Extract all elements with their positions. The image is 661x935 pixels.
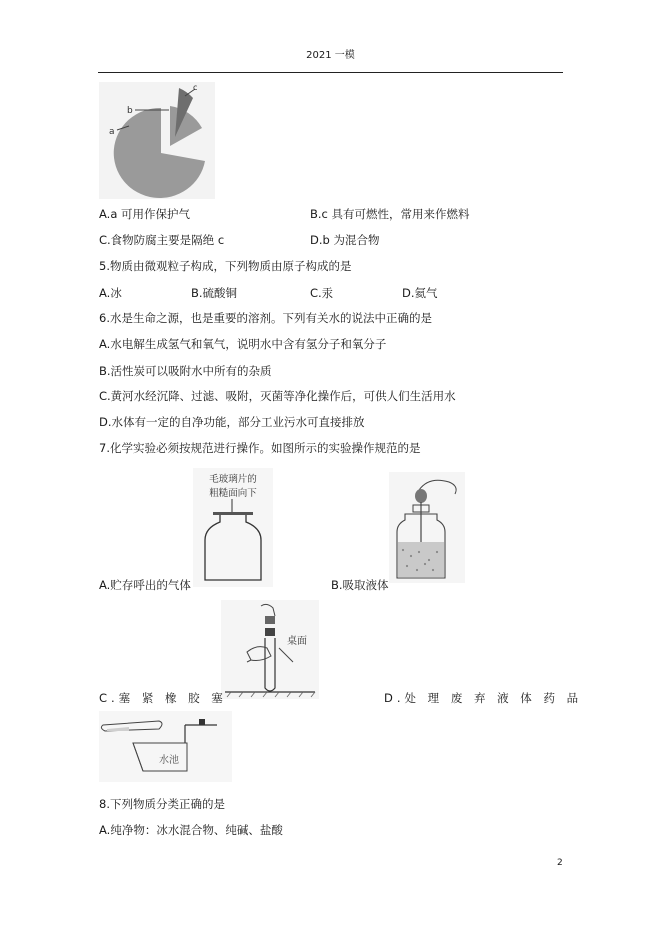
dropper-figure (389, 472, 465, 583)
q4-option-c: C.食物防腐主要是隔绝 c (99, 233, 225, 247)
fig-c-caption: 桌面 (287, 636, 307, 647)
q5-option-a: A.冰 (99, 286, 122, 300)
q5-option-b: B.硫酸铜 (191, 286, 238, 300)
page-header: 2021 一模 (306, 50, 355, 61)
q6-option-c: C.黄河水经沉降、过滤、吸附，灭菌等净化操作后，可供人们生活用水 (99, 389, 456, 403)
gas-bottle-figure (193, 468, 273, 587)
sink-disposal-figure (99, 711, 232, 782)
q6-option-a: A.水电解生成氢气和氧气，说明水中含有氢分子和氧分子 (99, 337, 387, 351)
q7-option-d: D.处 理 废 弃 液 体 药 品 (384, 691, 583, 705)
q4-option-d: D.b 为混合物 (310, 233, 380, 247)
q5-option-c: C.汞 (310, 286, 334, 300)
air-composition-pie-figure (99, 82, 215, 199)
fig-a-caption-line2: 粗糙面向下 (209, 488, 257, 499)
page-number: 2 (557, 858, 563, 868)
fig-d-caption: 水池 (159, 755, 179, 766)
pie-label-b: b (127, 106, 133, 116)
q7-option-a: A.贮存呼出的气体 (99, 578, 191, 592)
q4-option-b: B.c 具有可燃性，常用来作燃料 (310, 207, 470, 221)
q4-option-a: A.a 可用作保护气 (99, 207, 191, 221)
q5-option-d: D.氦气 (402, 286, 438, 300)
header-rule (98, 72, 563, 73)
q8-option-a: A.纯净物：冰水混合物、纯碱、盐酸 (99, 823, 283, 837)
q6-option-b: B.活性炭可以吸附水中所有的杂质 (99, 364, 272, 378)
q7-option-b: B.吸取液体 (331, 578, 389, 592)
q7-option-c: C.塞 紧 橡 胶 塞 (99, 691, 227, 705)
pie-label-c: c (193, 83, 198, 92)
pie-label-a: a (109, 127, 115, 137)
q6-option-d: D.水体有一定的自净功能，部分工业污水可直接排放 (99, 415, 365, 429)
q5-stem: 5.物质由微观粒子构成，下列物质由原子构成的是 (99, 259, 352, 273)
fig-a-caption-line1: 毛玻璃片的 (209, 474, 257, 485)
q6-stem: 6.水是生命之源，也是重要的溶剂。下列有关水的说法中正确的是 (99, 311, 432, 325)
q7-stem: 7.化学实验必须按规范进行操作。如图所示的实验操作规范的是 (99, 441, 421, 455)
rubber-stopper-figure (221, 600, 319, 699)
q8-stem: 8.下列物质分类正确的是 (99, 797, 225, 811)
